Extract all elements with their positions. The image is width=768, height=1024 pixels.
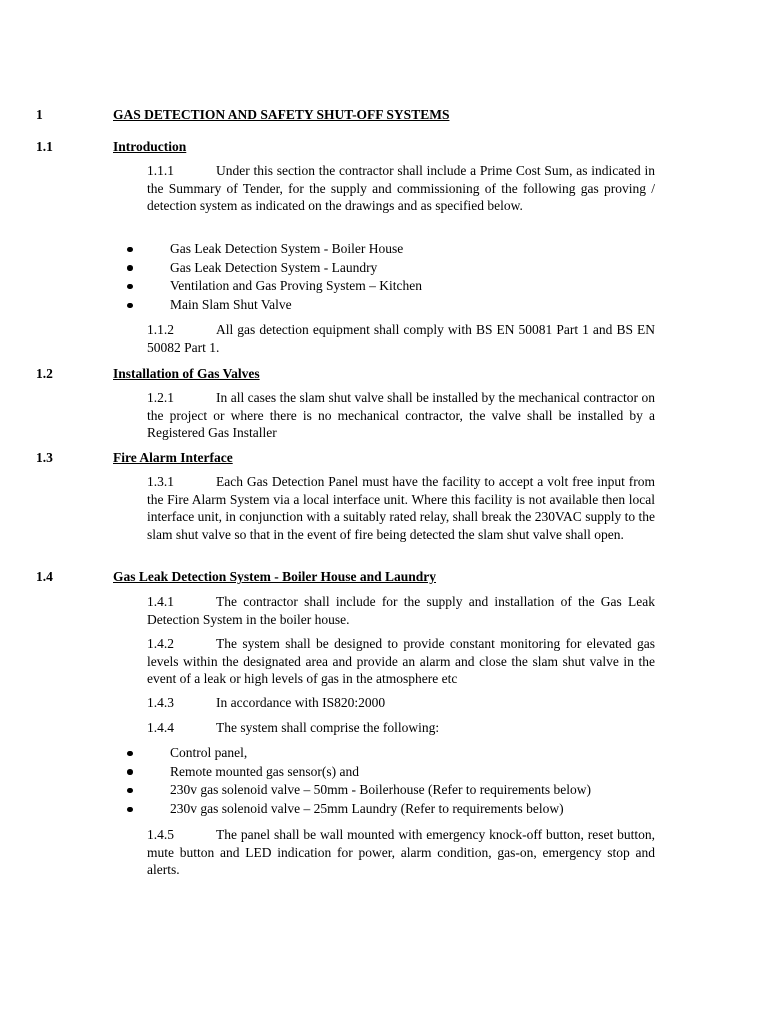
paragraph-text: Each Gas Detection Panel must have the facility to accept a volt free input from the Fire Alarm System via a local interface unit. Where this facility is not available then local interface unit, in conjunction with a suitably rated relay, shall break the 230VAC supply to the slam shut valve so that in the event of fire being detected the slam shut valve shall open.	[147, 474, 655, 542]
subsection-number: 1.1	[36, 139, 53, 154]
paragraph-1-4-1	[147, 593, 655, 628]
list-item: Ventilation and Gas Proving System – Kitchen	[127, 277, 422, 296]
list-item: Gas Leak Detection System - Laundry	[127, 259, 422, 278]
paragraph-text: The system shall be designed to provide constant monitoring for elevated gas levels within the designated area and provide an alarm and close the slam shut valve in the event of a leak or high levels of gas in the atmosphere etc	[147, 636, 655, 686]
bullet-list-systems	[127, 240, 422, 315]
paragraph-number: 1.1.2	[147, 322, 174, 337]
paragraph-1-3-1	[147, 473, 655, 543]
paragraph-number: 1.4.3	[147, 695, 174, 710]
subsection-number: 1.3	[36, 450, 53, 465]
list-item: Control panel,	[127, 744, 591, 763]
paragraph-1-2-1	[147, 389, 655, 442]
bullet-icon	[127, 807, 133, 813]
bullet-icon	[127, 769, 133, 775]
paragraph-1-1-2	[147, 321, 655, 356]
list-item: Gas Leak Detection System - Boiler House	[127, 240, 422, 259]
paragraph-text: In accordance with IS820:2000	[216, 695, 386, 710]
section-number: 1	[36, 107, 43, 122]
paragraph-number: 1.1.1	[147, 163, 174, 178]
paragraph-text: The contractor shall include for the supply and installation of the Gas Leak Detection System in the boiler house.	[147, 594, 655, 627]
paragraph-1-4-2	[147, 635, 655, 688]
subsection-title: Introduction	[113, 139, 187, 154]
bullet-icon	[127, 303, 133, 309]
paragraph-text: All gas detection equipment shall comply with BS EN 50081 Part 1 and BS EN 50082 Part 1.	[147, 322, 655, 355]
list-item: Main Slam Shut Valve	[127, 296, 422, 315]
bullet-icon	[127, 751, 133, 757]
paragraph-text: In all cases the slam shut valve shall be installed by the mechanical contractor on the project or where there is no mechanical contractor, the valve shall be installed by a Registered Gas Installer	[147, 390, 655, 440]
paragraph-1-4-5	[147, 826, 655, 879]
paragraph-number: 1.4.1	[147, 594, 174, 609]
paragraph-1-4-3	[147, 694, 655, 712]
subsection-title: Fire Alarm Interface	[113, 450, 233, 465]
paragraph-text: Under this section the contractor shall include a Prime Cost Sum, as indicated in the Summary of Tender, for the supply and commissioning of the following gas proving / detection system as indicated on the drawings and as specified below.	[147, 163, 655, 213]
bullet-icon	[127, 265, 133, 271]
paragraph-number: 1.3.1	[147, 474, 174, 489]
paragraph-number: 1.4.5	[147, 827, 174, 842]
section-title: GAS DETECTION AND SAFETY SHUT-OFF SYSTEMS	[113, 107, 450, 122]
bullet-icon	[127, 247, 133, 253]
list-item: 230v gas solenoid valve – 50mm - Boilerhouse (Refer to requirements below)	[127, 781, 591, 800]
subsection-number: 1.2	[36, 366, 53, 381]
paragraph-number: 1.4.4	[147, 720, 174, 735]
paragraph-number: 1.2.1	[147, 390, 174, 405]
subsection-number: 1.4	[36, 569, 53, 584]
paragraph-1-1-1	[147, 162, 655, 215]
subsection-title: Gas Leak Detection System - Boiler House and Laundry	[113, 569, 437, 584]
bullet-list-components	[127, 744, 591, 819]
list-item: Remote mounted gas sensor(s) and	[127, 763, 591, 782]
list-item: 230v gas solenoid valve – 25mm Laundry (Refer to requirements below)	[127, 800, 591, 819]
subsection-title: Installation of Gas Valves	[113, 366, 260, 381]
bullet-icon	[127, 788, 133, 794]
paragraph-text: The system shall comprise the following:	[216, 720, 440, 735]
paragraph-text: The panel shall be wall mounted with emergency knock-off button, reset button, mute button and LED indication for power, alarm condition, gas-on, emergency stop and alerts.	[147, 827, 655, 877]
bullet-icon	[127, 284, 133, 290]
paragraph-number: 1.4.2	[147, 636, 174, 651]
paragraph-1-4-4	[147, 719, 655, 737]
